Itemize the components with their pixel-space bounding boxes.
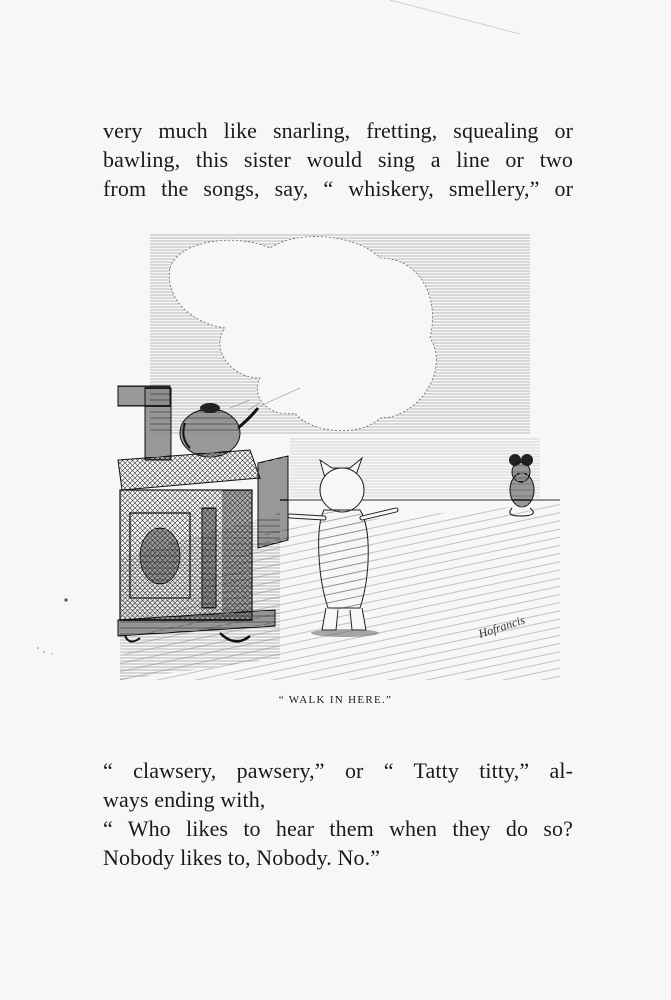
text-line: from the songs, say, “ whiskery, smellery,” or (103, 176, 573, 201)
engraving-illustration (110, 228, 570, 680)
illustration-caption: “ WALK IN HERE.” (278, 694, 393, 706)
text-line: ways ending with, (103, 787, 266, 812)
stove-pipe (118, 386, 171, 460)
paper-specks (30, 590, 70, 670)
text-line: “ Who likes to hear them when they do so? (103, 816, 573, 841)
text-line: Nobody likes to, Nobody. No.” (103, 845, 381, 870)
text-line: “ clawsery, pawsery,” or “ Tatty titty,” al- (103, 758, 573, 783)
stove (118, 450, 288, 642)
text-line: very much like snarling, fretting, squealing or (103, 118, 573, 143)
bottom-paragraph (103, 756, 573, 872)
page-corner-crease (380, 0, 540, 40)
top-paragraph (103, 116, 573, 203)
text-line: bawling, this sister would sing a line or two (103, 147, 573, 172)
artist-signature: Hofrancis (476, 612, 527, 641)
